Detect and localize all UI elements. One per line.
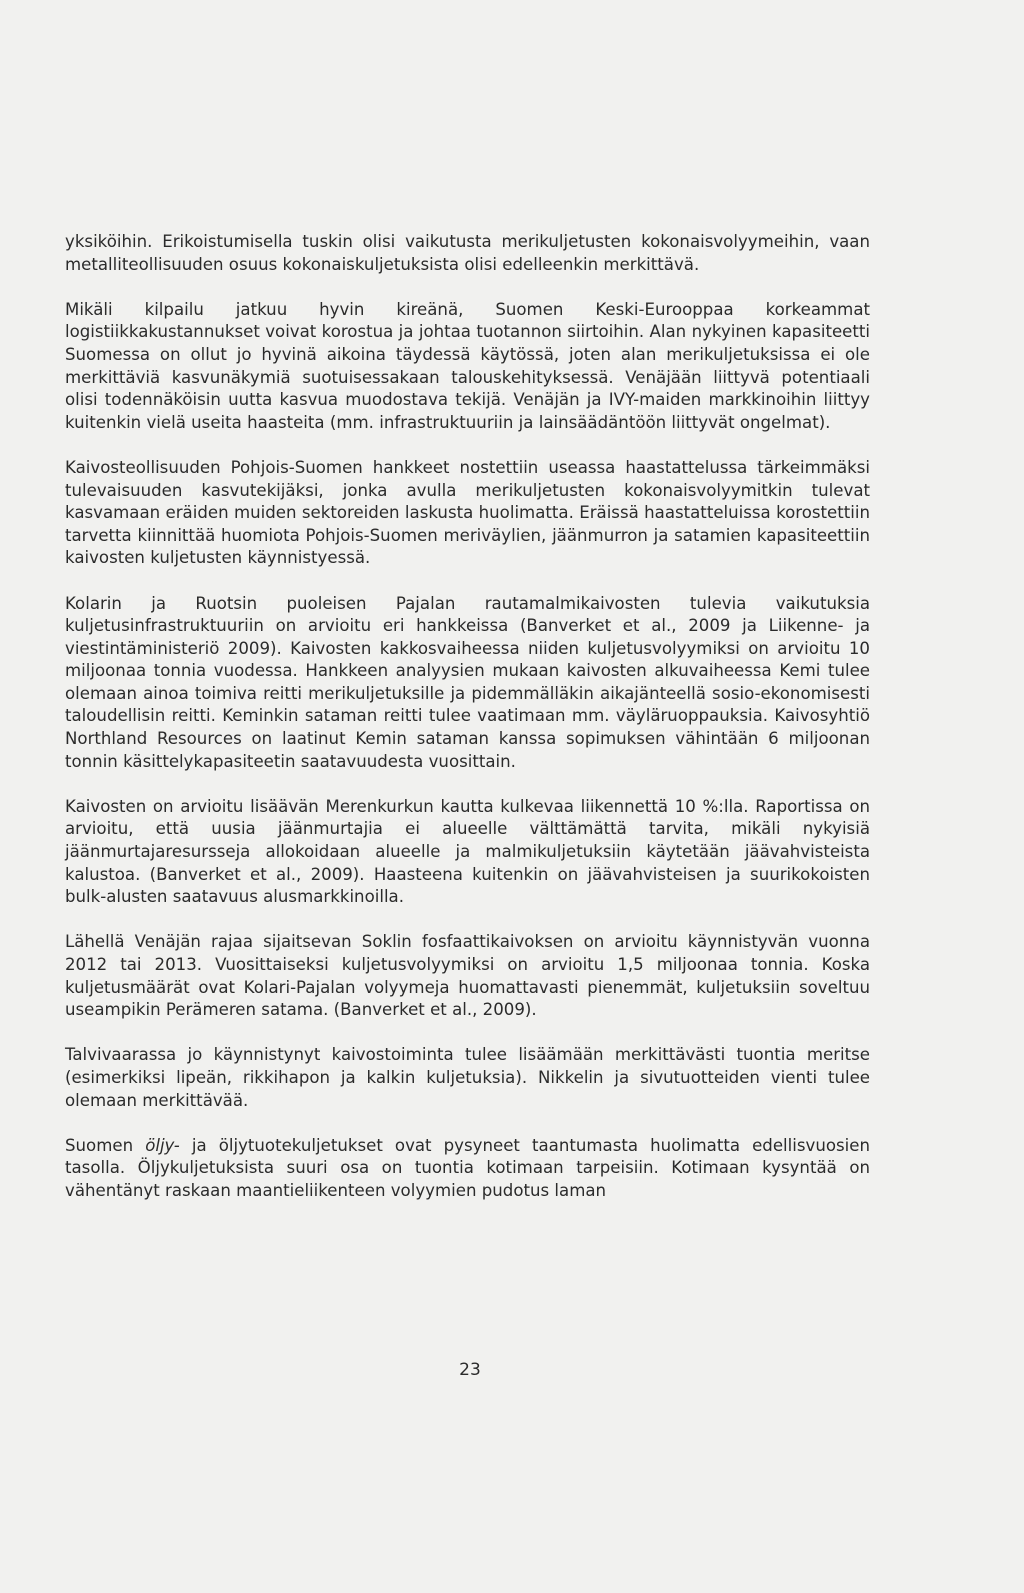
paragraph-8-italic: öljy- (145, 1135, 180, 1155)
paragraph-8-rest: ja öljytuotekuljetukset ovat pysyneet taantumasta huolimatta edellisvuosien tasolla. Öljykuljetuksista suuri osa on tuontia kotimaan tarpeisiin. Kotimaan kysyntää on vähentänyt raskaan maantieliikenteen volyymien pudotus laman (65, 1135, 871, 1200)
paragraph-5: Kaivosten on arvioitu lisäävän Merenkurkun kautta kulkevaa liikennettä 10 %:lla. Raportissa on arvioitu, että uusia jäänmurtajia ei alueelle välttämättä tarvita, mikäli nykyisiä jäänmurtajaresursseja allokoidaan alueelle ja malmikuljetuksiin käytetään jäävahvisteista kalustoa. (Banverket et al., 2009). Haasteena kuitenkin on jäävahvisteisen ja suurikokoisten bulk-alusten saatavuus alusmarkkinoilla. (65, 796, 870, 907)
body-text (65, 231, 870, 1225)
paragraph-2: Mikäli kilpailu jatkuu hyvin kireänä, Suomen Keski-Eurooppaa korkeammat logistiikkakustannukset voivat korostua ja johtaa tuotannon siirtoihin. Alan nykyinen kapasiteetti Suomessa on ollut jo hyvinä aikoina täydessä käytössä, joten alan merikuljetuksissa ei ole merkittäviä kasvunäkymiä suotuisessakaan talouskehityksessä. Venäjään liittyvä potentiaali olisi todennäköisin uutta kasvua muodostava tekijä. Venäjän ja IVY-maiden markkinoihin liittyy kuitenkin vielä useita haasteita (mm. infrastruktuuriin ja lainsäädäntöön liittyvät ongelmat). (65, 299, 870, 432)
paragraph-4: Kolarin ja Ruotsin puoleisen Pajalan rautamalmikaivosten tulevia vaikutuksia kuljetusinfrastruktuuriin on arvioitu eri hankkeissa (Banverket et al., 2009 ja Liikenne- ja viestintäministeriö 2009). Kaivosten kakkosvaiheessa niiden kuljetusvolyymiksi on arvioitu 10 miljoonaa tonnia vuodessa. Hankkeen analyysien mukaan kaivosten alkuvaiheessa Kemi tulee olemaan ainoa toimiva reitti merikuljetuksille ja pidemmälläkin aikajänteellä sosio-ekonomisesti taloudellisin reitti. Keminkin sataman reitti tulee vaatimaan mm. väyläruoppauksia. Kaivosyhtiö Northland Resources on laatinut Kemin sataman kanssa sopimuksen vähintään 6 miljoonan tonnin käsittelykapasiteetin saatavuudesta vuosittain. (65, 593, 870, 771)
paragraph-8-start: Suomen (65, 1135, 146, 1155)
paragraph-6: Lähellä Venäjän rajaa sijaitsevan Soklin fosfaattikaivoksen on arvioitu käynnistyvän vuonna 2012 tai 2013. Vuosittaiseksi kuljetusvolyymiksi on arvioitu 1,5 miljoonaa tonnia. Koska kuljetusmäärät ovat Kolari-Pajalan volyymeja huomattavasti pienemmät, kuljetuksiin soveltuu useampikin Perämeren satama. (Banverket et al., 2009). (65, 932, 870, 1020)
page-number: 23 (459, 1360, 481, 1380)
paragraph-3: Kaivosteollisuuden Pohjois-Suomen hankkeet nostettiin useassa haastattelussa tärkeimmäksi tulevaisuuden kasvutekijäksi, jonka avulla merikuljetusten kokonaisvolyymitkin tulevat kasvamaan eräiden muiden sektoreiden laskusta huolimatta. Eräissä haastatteluissa korostettiin tarvetta kiinnittää huomiota Pohjois-Suomen meriväylien, jäänmurron ja satamien kapasiteettiin kaivosten kuljetusten käynnistyessä. (65, 457, 870, 568)
paragraph-8 (65, 1135, 870, 1203)
paragraph-1: yksiköihin. Erikoistumisella tuskin olisi vaikutusta merikuljetusten kokonaisvolyymeihin, vaan metalliteollisuuden osuus kokonaiskuljetuksista olisi edelleenkin merkittävä. (65, 232, 870, 274)
paragraph-7: Talvivaarassa jo käynnistynyt kaivostoiminta tulee lisäämään merkittävästi tuontia meritse (esimerkiksi lipeän, rikkihapon ja kalkin kuljetuksia). Nikkelin ja sivutuotteiden vienti tulee olemaan merkittävää. (65, 1045, 870, 1110)
